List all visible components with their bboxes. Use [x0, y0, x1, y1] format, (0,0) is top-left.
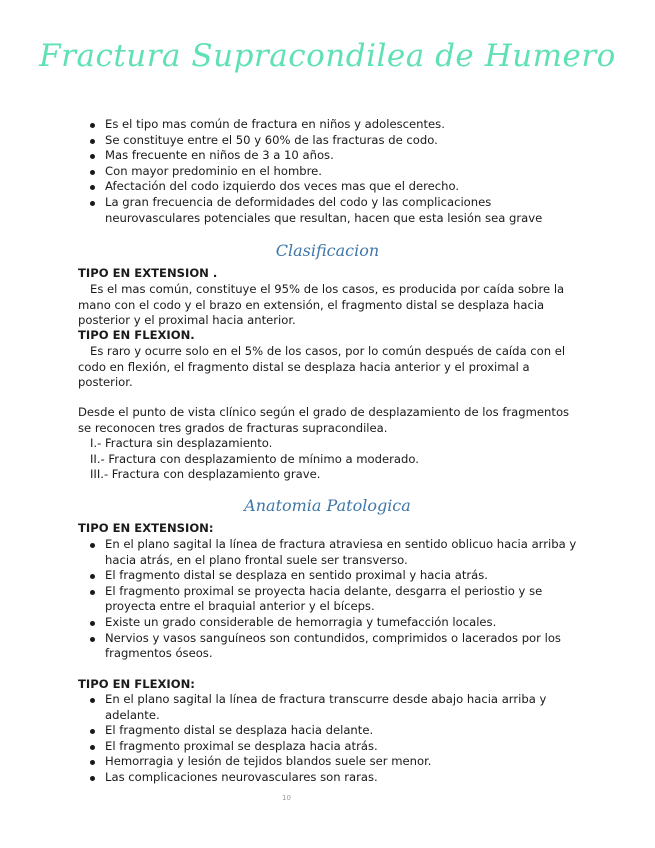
- list-item: I.- Fractura sin desplazamiento.: [90, 436, 273, 450]
- section-heading-anatomia: Anatomia Patologica: [244, 496, 411, 515]
- list-item: El fragmento proximal se proyecta hacia delante, desgarra el periostio y se proyecta entre el braquial anterior y el bíceps.: [86, 584, 586, 615]
- paragraph-flexion: [78, 344, 580, 391]
- list-item: Mas frecuente en niños de 3 a 10 años.: [86, 148, 586, 164]
- list-item: Las complicaciones neurovasculares son raras.: [86, 770, 586, 786]
- grados-list: [90, 436, 570, 483]
- intro-bullet-list: [86, 117, 586, 226]
- list-item: Nervios y vasos sanguíneos son contundidos, comprimidos o lacerados por los fragmentos óseos.: [86, 631, 586, 662]
- label-flexion: TIPO EN FLEXION.: [78, 328, 195, 342]
- label-anatomia-flexion: TIPO EN FLEXION:: [78, 677, 195, 691]
- paragraph-flexion-text: Es raro y ocurre solo en el 5% de los casos, por lo común después de caída con el codo en flexión, el fragmento distal se desplaza hacia anterior y el proximal a posterior.: [78, 344, 566, 390]
- list-item: En el plano sagital la línea de fractura transcurre desde abajo hacia arriba y adelante.: [86, 692, 586, 723]
- paragraph-extension-text: Es el mas común, constituye el 95% de los casos, es producida por caída sobre la mano con el codo y el brazo en extensión, el fragmento distal se desplaza hacia posterior y el proximal hacia anterior.: [78, 282, 565, 328]
- list-item: Afectación del codo izquierdo dos veces mas que el derecho.: [86, 179, 586, 195]
- page-number: 10: [282, 794, 291, 802]
- anatomia-extension-list: [86, 537, 586, 662]
- list-item: El fragmento distal se desplaza hacia delante.: [86, 723, 586, 739]
- list-item: El fragmento proximal se desplaza hacia atrás.: [86, 739, 586, 755]
- list-item: El fragmento distal se desplaza en sentido proximal y hacia atrás.: [86, 568, 586, 584]
- list-item: III.- Fractura con desplazamiento grave.: [90, 467, 321, 482]
- list-item: Con mayor predominio en el hombre.: [86, 164, 586, 180]
- label-extension: TIPO EN EXTENSION .: [78, 266, 218, 280]
- list-item: En el plano sagital la línea de fractura atraviesa en sentido oblicuo hacia arriba y hacia atrás, en el plano frontal suele ser transverso.: [86, 537, 586, 568]
- label-anatomia-extension: TIPO EN EXTENSION:: [78, 521, 214, 535]
- section-heading-clasificacion: Clasificacion: [275, 241, 380, 260]
- list-item: Es el tipo mas común de fractura en niños y adolescentes.: [86, 117, 586, 133]
- page-title: Fractura Supracondilea de Humero: [39, 38, 616, 74]
- list-item: Existe un grado considerable de hemorragia y tumefacción locales.: [86, 615, 586, 631]
- list-item: Hemorragia y lesión de tejidos blandos suele ser menor.: [86, 754, 586, 770]
- paragraph-extension: [78, 282, 580, 329]
- list-item: La gran frecuencia de deformidades del codo y las complicaciones neurovasculares potenciales que resultan, hacen que esta lesión sea grave: [86, 195, 586, 226]
- list-item: Se constituye entre el 50 y 60% de las fracturas de codo.: [86, 133, 586, 149]
- list-item: II.- Fractura con desplazamiento de mínimo a moderado.: [90, 451, 419, 466]
- paragraph-grados-intro: Desde el punto de vista clínico según el grado de desplazamiento de los fragmentos se reconocen tres grados de fracturas supracondilea.: [78, 405, 570, 435]
- anatomia-flexion-list: [86, 692, 586, 786]
